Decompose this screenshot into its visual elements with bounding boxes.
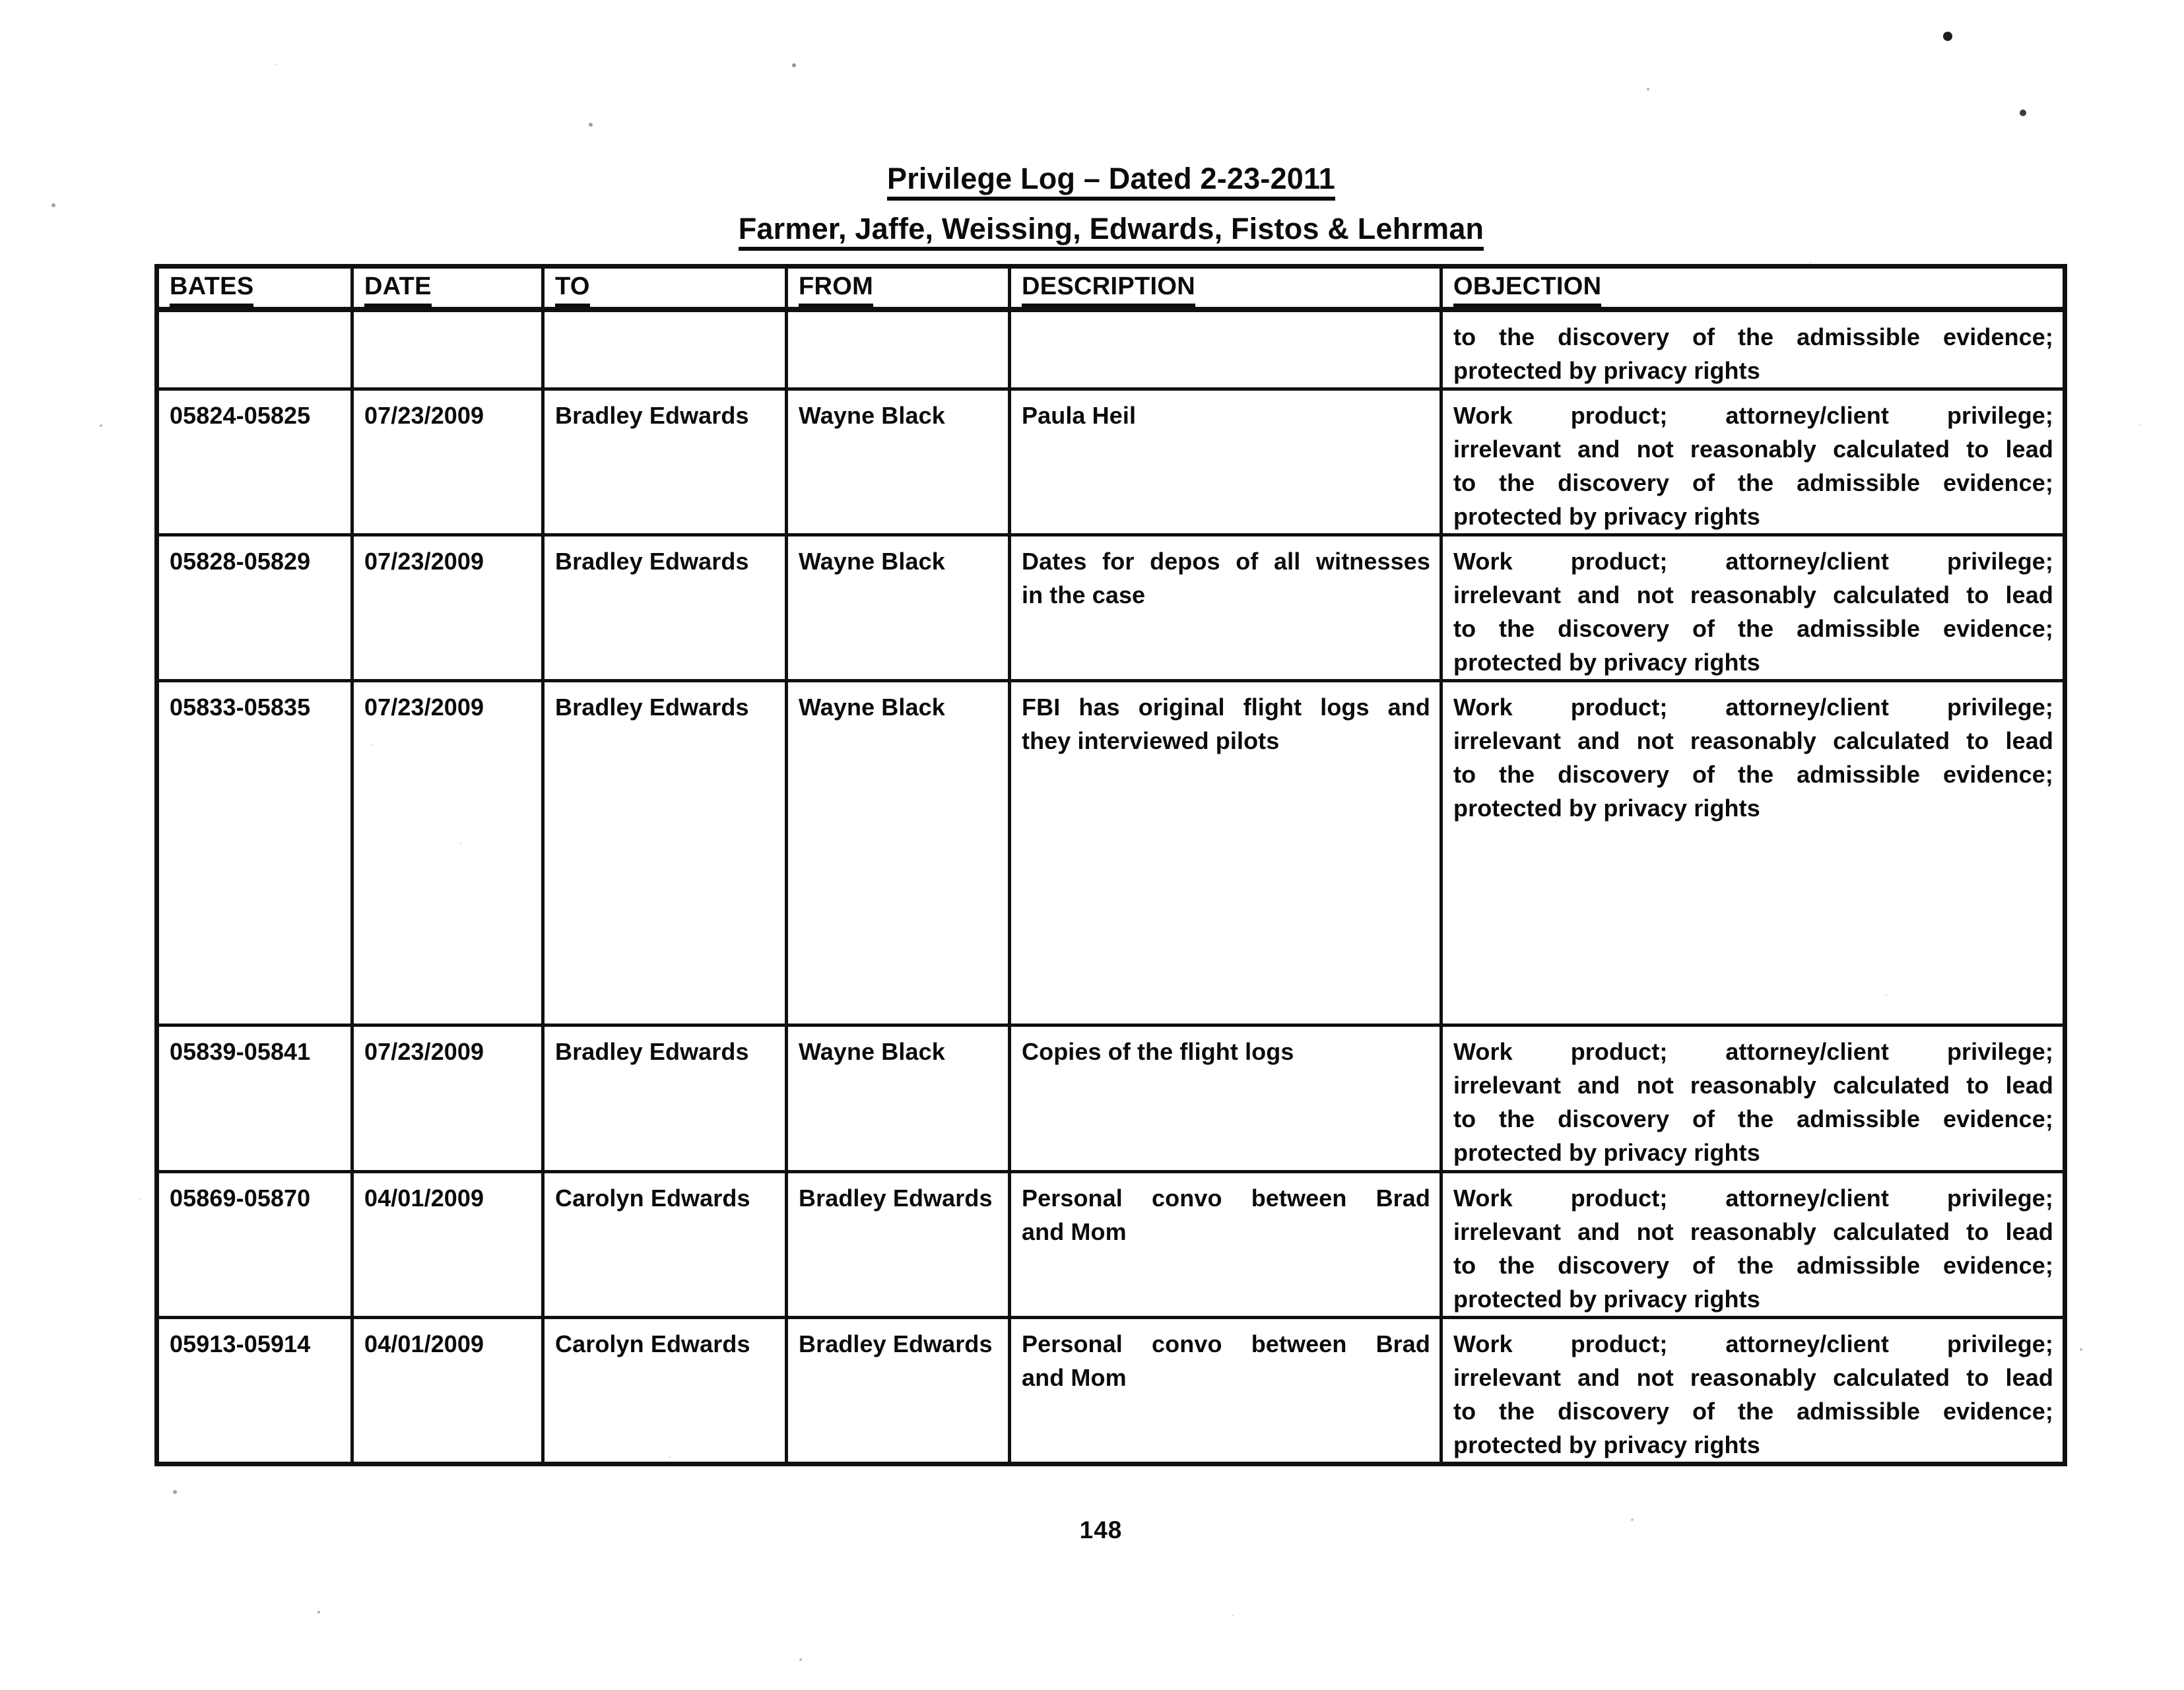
objection-line: protected by privacy rights: [1453, 649, 1760, 676]
cell-bates: 05828-05829: [157, 535, 352, 681]
objection-line: to the discovery of the admissible evidence;: [1453, 761, 2053, 788]
cell-date: 07/23/2009: [352, 1025, 543, 1172]
cell-description: [1010, 389, 1441, 535]
objection-line: irrelevant and not reasonably calculated to lead: [1453, 1364, 2053, 1391]
objection-line: irrelevant and not reasonably calculated to lead: [1453, 1072, 2053, 1099]
objection-line: protected by privacy rights: [1453, 795, 1760, 822]
description-line: and Mom: [1022, 1364, 1127, 1391]
table-row: [157, 681, 2065, 1025]
column-header-to: [543, 267, 787, 310]
cell-from: Wayne Black: [787, 535, 1010, 681]
cell-bates: 05833-05835: [157, 681, 352, 1025]
objection-line: Work product; attorney/client privilege;: [1453, 1185, 2053, 1212]
table-body: [157, 309, 2065, 1464]
table-row: [157, 309, 2065, 389]
column-header-label: DATE: [364, 273, 432, 307]
column-header-label: TO: [555, 273, 590, 307]
title-line-2: [157, 214, 2065, 251]
cell-date: [352, 309, 543, 389]
cell-objection: [1441, 1318, 2065, 1464]
cell-objection: [1441, 389, 2065, 535]
cell-to: [543, 309, 787, 389]
cell-date: 04/01/2009: [352, 1318, 543, 1464]
objection-line: Work product; attorney/client privilege;: [1453, 1330, 2053, 1357]
objection-line: protected by privacy rights: [1453, 503, 1760, 530]
cell-bates: 05869-05870: [157, 1172, 352, 1318]
objection-line: Work product; attorney/client privilege;: [1453, 402, 2053, 429]
cell-description: [1010, 1318, 1441, 1464]
objection-line: irrelevant and not reasonably calculated to lead: [1453, 436, 2053, 463]
cell-from: [787, 309, 1010, 389]
scan-noise-specks: [0, 0, 4, 4]
column-header-from: [787, 267, 1010, 310]
cell-to: Carolyn Edwards: [543, 1172, 787, 1318]
cell-description: [1010, 681, 1441, 1025]
objection-line: protected by privacy rights: [1453, 1139, 1760, 1166]
column-header-objection: [1441, 267, 2065, 310]
cell-to: Bradley Edwards: [543, 389, 787, 535]
cell-bates: [157, 309, 352, 389]
cell-from: Bradley Edwards: [787, 1318, 1010, 1464]
cell-date: 04/01/2009: [352, 1172, 543, 1318]
column-header-bates: [157, 267, 352, 310]
cell-description: [1010, 1172, 1441, 1318]
cell-to: Bradley Edwards: [543, 535, 787, 681]
objection-line: irrelevant and not reasonably calculated to lead: [1453, 581, 2053, 608]
objection-line: Work product; attorney/client privilege;: [1453, 694, 2053, 721]
column-header-description: [1010, 267, 1441, 310]
cell-to: Bradley Edwards: [543, 1025, 787, 1172]
cell-bates: 05839-05841: [157, 1025, 352, 1172]
description-line: they interviewed pilots: [1022, 727, 1280, 754]
column-header-label: DESCRIPTION: [1022, 273, 1195, 307]
column-header-date: [352, 267, 543, 310]
title-line-1: [157, 164, 2065, 201]
document-title: Privilege Log – Dated 2-23-2011: [887, 164, 1335, 201]
objection-line: to the discovery of the admissible evidence;: [1453, 469, 2053, 496]
header-row: [157, 267, 2065, 310]
column-header-label: BATES: [170, 273, 253, 307]
objection-line: protected by privacy rights: [1453, 357, 1760, 384]
cell-date: 07/23/2009: [352, 681, 543, 1025]
cell-description: [1010, 1025, 1441, 1172]
table-row: [157, 535, 2065, 681]
cell-to: Carolyn Edwards: [543, 1318, 787, 1464]
cell-objection: [1441, 1025, 2065, 1172]
table-row: [157, 1025, 2065, 1172]
description-line: Personal convo between Brad: [1022, 1185, 1430, 1212]
document-titles: [157, 164, 2065, 264]
cell-description: [1010, 535, 1441, 681]
table-row: [157, 1318, 2065, 1464]
cell-bates: 05913-05914: [157, 1318, 352, 1464]
objection-line: protected by privacy rights: [1453, 1431, 1760, 1458]
cell-objection: [1441, 535, 2065, 681]
objection-line: Work product; attorney/client privilege;: [1453, 1038, 2053, 1065]
description-line: and Mom: [1022, 1218, 1127, 1245]
description-line: Paula Heil: [1022, 402, 1137, 429]
table-header-row: [157, 267, 2065, 310]
objection-line: to the discovery of the admissible evidence;: [1453, 323, 2053, 350]
cell-to: Bradley Edwards: [543, 681, 787, 1025]
cell-date: 07/23/2009: [352, 389, 543, 535]
cell-objection: [1441, 1172, 2065, 1318]
description-line: FBI has original flight logs and: [1022, 694, 1430, 721]
objection-line: to the discovery of the admissible evidence;: [1453, 1105, 2053, 1132]
column-header-label: OBJECTION: [1453, 273, 1601, 307]
table-row: [157, 389, 2065, 535]
objection-line: protected by privacy rights: [1453, 1285, 1760, 1313]
cell-objection: [1441, 681, 2065, 1025]
objection-line: to the discovery of the admissible evidence;: [1453, 615, 2053, 642]
privilege-log-table: [154, 264, 2067, 1466]
cell-bates: 05824-05825: [157, 389, 352, 535]
page-number: 148: [1079, 1516, 1123, 1544]
document-subtitle: Farmer, Jaffe, Weissing, Edwards, Fistos & Lehrman: [739, 214, 1484, 251]
column-header-label: FROM: [799, 273, 873, 307]
table-row: [157, 1172, 2065, 1318]
objection-line: irrelevant and not reasonably calculated to lead: [1453, 727, 2053, 754]
cell-from: Wayne Black: [787, 389, 1010, 535]
objection-line: to the discovery of the admissible evidence;: [1453, 1252, 2053, 1279]
cell-from: Wayne Black: [787, 1025, 1010, 1172]
description-line: Dates for depos of all witnesses: [1022, 548, 1430, 575]
cell-from: Wayne Black: [787, 681, 1010, 1025]
description-line: Copies of the flight logs: [1022, 1038, 1294, 1065]
objection-line: irrelevant and not reasonably calculated to lead: [1453, 1218, 2053, 1245]
cell-objection: [1441, 309, 2065, 389]
cell-from: Bradley Edwards: [787, 1172, 1010, 1318]
objection-line: to the discovery of the admissible evidence;: [1453, 1398, 2053, 1425]
cell-date: 07/23/2009: [352, 535, 543, 681]
cell-description: [1010, 309, 1441, 389]
description-line: in the case: [1022, 581, 1146, 608]
objection-line: Work product; attorney/client privilege;: [1453, 548, 2053, 575]
description-line: Personal convo between Brad: [1022, 1330, 1430, 1357]
